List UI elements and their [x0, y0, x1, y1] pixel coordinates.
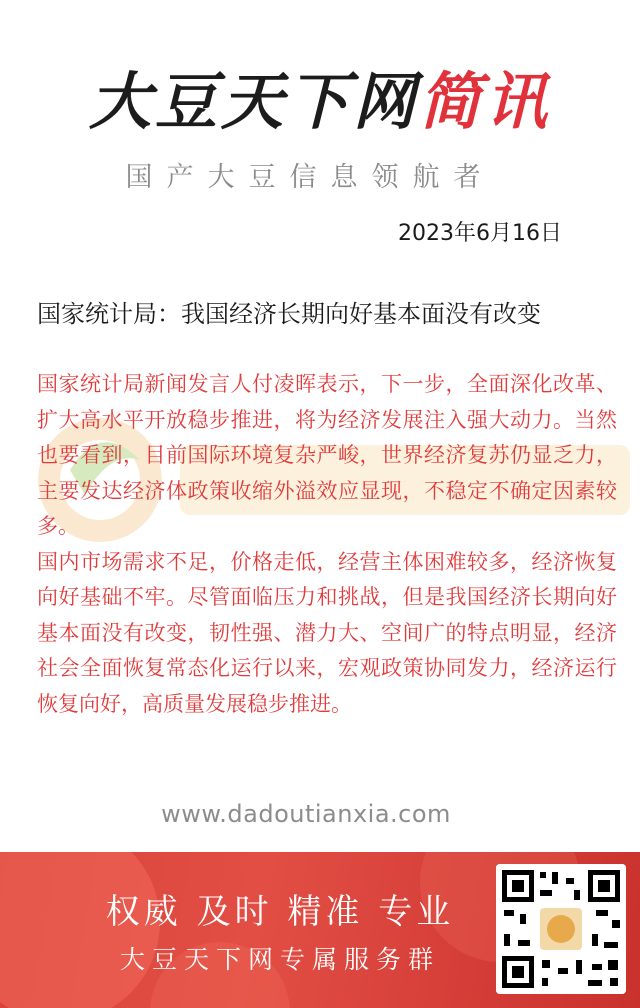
logo-accent-text: 简讯: [419, 65, 552, 138]
footer-service-group: 大豆天下网专属服务群: [119, 945, 440, 974]
slogan: 国产大豆信息领航者: [125, 162, 495, 193]
brand-logo: [0, 62, 640, 142]
footer-tagline: 权威 及时 精准 专业: [105, 892, 455, 932]
article-body: [37, 367, 617, 722]
logo-main-text: 大豆天下网: [88, 65, 419, 138]
publish-date: 2023年6月16日: [398, 221, 562, 246]
article-paragraph: 国内市场需求不足，价格走低，经营主体困难较多，经济恢复向好基础不牢。尽管面临压力和挑战，但是我国经济长期向好基本面没有改变，韧性强、潜力大、空间广的特点明显，经济社会全面恢复常态化运行以来，宏观政策协同发力，经济运行恢复向好，高质量发展稳步推进。: [37, 549, 617, 716]
website-url[interactable]: www.dadoutianxia.com: [161, 800, 451, 828]
article-title: 国家统计局：我国经济长期向好基本面没有改变: [37, 300, 541, 328]
article-paragraph: 国家统计局新闻发言人付凌晖表示，下一步，全面深化改革、扩大高水平开放稳步推进，将为经济发展注入强大动力。当然也要看到，目前国际环境复杂严峻，世界经济复苏仍显乏力，主要发达经济体政策收缩外溢效应显现，不稳定不确定因素较多。: [37, 372, 617, 538]
qr-code[interactable]: [496, 864, 626, 994]
